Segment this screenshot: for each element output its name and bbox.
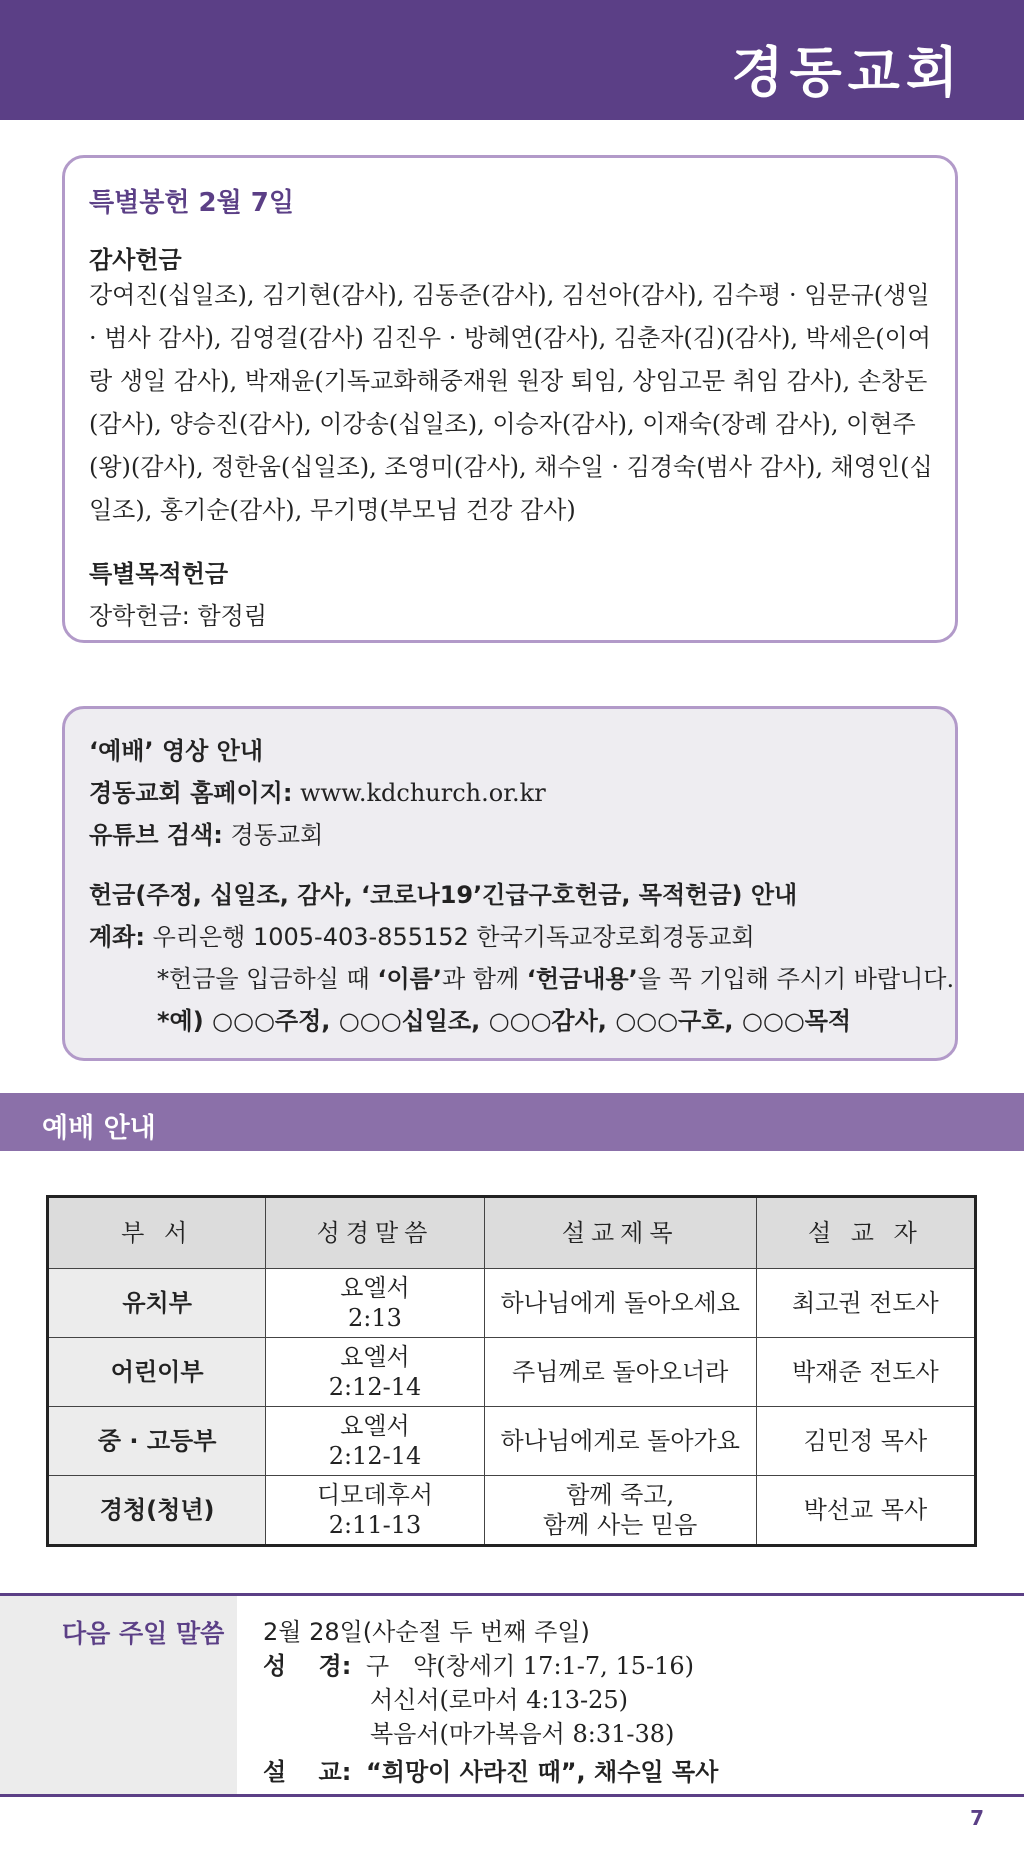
- table-row: [48, 1338, 976, 1407]
- scripture-verse: 2:11-13: [328, 1511, 422, 1539]
- youtube-value: 경동교회: [230, 821, 324, 849]
- youtube-label: 유튜브 검색:: [89, 821, 223, 849]
- sermon-value: “희망이 사라진 때”, 채수일 목사: [366, 1758, 719, 1786]
- scholarship-value: 함정림: [197, 602, 268, 630]
- next-week-label: 다음 주일 말씀: [62, 1619, 225, 1648]
- youtube-line: [89, 815, 323, 850]
- special-offering-box: [62, 155, 958, 643]
- scripture-verse: 2:13: [348, 1304, 402, 1332]
- scripture-book: 요엘서: [340, 1412, 410, 1440]
- scripture-label: 성 경:: [263, 1652, 352, 1680]
- worship-section-bar: [0, 1093, 1024, 1151]
- scholarship-label: 장학헌금:: [89, 602, 190, 630]
- epistle: 서신서(로마서 4:13-25): [370, 1686, 629, 1714]
- homepage-line: [89, 773, 546, 808]
- scripture-cell: [266, 1338, 484, 1407]
- note-text: 을 꼭 기입해 주시기 바랍니다.: [637, 965, 955, 993]
- scripture-cell: [266, 1269, 484, 1338]
- scripture-cell: [266, 1407, 484, 1476]
- note-text: 과 함께: [441, 965, 527, 993]
- thanks-list: 강여진(십일조), 김기현(감사), 김동준(감사), 김선아(감사), 김수평 · 임문규(생일 · 범사 감사), 김영걸(감사) 김진우 · 방혜연(감사), 김춘자(김)(감사), 박세은(이여랑 생일 감사), 박재윤(기독교화해중재원 원장 퇴임, 상임고문 취임 감사), 손창돈(감사), 양승진(감사), 이강송(십일조), 이승자(감사), 이재숙(장례 감사), 이현주(왕)(감사), 정한움(십일조), 조영미(감사), 채수일 · 김경숙(범사 감사), 채영인(십일조), 홍기순(감사), 무기명(부모님 건강 감사): [89, 281, 933, 524]
- next-week-label-cell: [0, 1596, 237, 1794]
- table-row: [48, 1476, 976, 1546]
- column-header: 부 서: [48, 1197, 266, 1269]
- scripture-book: 요엘서: [340, 1274, 410, 1302]
- table-row: [48, 1269, 976, 1338]
- sermon-title: 함께 죽고,: [566, 1481, 675, 1509]
- title-cell: [484, 1338, 756, 1407]
- note-text: *헌금을 입금하실 때: [157, 965, 378, 993]
- old-testament: 구 약(창세기 17:1-7, 15-16): [366, 1652, 694, 1680]
- sermon-label: 설 교:: [263, 1758, 352, 1786]
- column-header: 설교제목: [484, 1197, 756, 1269]
- page-number: 7: [970, 1806, 984, 1830]
- sermon-title: 하나님에게로 돌아가요: [500, 1427, 740, 1455]
- note-content: ‘헌금내용’: [526, 965, 638, 993]
- homepage-label: 경동교회 홈페이지:: [89, 779, 293, 807]
- scripture-verse: 2:12-14: [328, 1442, 422, 1470]
- table-row: [48, 1407, 976, 1476]
- preacher-cell: 김민정 목사: [756, 1407, 975, 1476]
- sermon-title-line2: 함께 사는 믿음: [543, 1511, 698, 1539]
- scripture-book: 디모데후서: [317, 1481, 433, 1509]
- table-header-row: [48, 1197, 976, 1269]
- account-value: 우리은행 1005-403-855152 한국기독교장로회경동교회: [152, 923, 755, 951]
- account-line: [89, 917, 755, 952]
- scripture-cell: [266, 1476, 484, 1546]
- preacher-cell: 박선교 목사: [756, 1476, 975, 1546]
- preacher-cell: 박재준 전도사: [756, 1338, 975, 1407]
- dept-cell: 경청(청년): [48, 1476, 266, 1546]
- column-header: 설 교 자: [756, 1197, 975, 1269]
- sermon-title: 하나님에게 돌아오세요: [500, 1289, 740, 1317]
- thanks-heading: 감사헌금: [89, 246, 182, 274]
- info-box: [62, 706, 958, 1061]
- donation-title: 헌금(주정, 십일조, 감사, ‘코로나19’긴급구호헌금, 목적헌금) 안내: [89, 881, 798, 909]
- title-cell: [484, 1407, 756, 1476]
- section-title: 예배 안내: [42, 1113, 156, 1144]
- next-week-date: 2월 28일(사순절 두 번째 주일): [263, 1618, 590, 1646]
- page-header: [0, 0, 1024, 120]
- next-week-section: [0, 1593, 1024, 1797]
- church-brand: 경동교회: [731, 41, 964, 104]
- account-label: 계좌:: [89, 923, 145, 951]
- homepage-url[interactable]: www.kdchurch.or.kr: [300, 779, 546, 807]
- dept-cell: 유치부: [48, 1269, 266, 1338]
- gospel: 복음서(마가복음서 8:31-38): [370, 1720, 675, 1748]
- scholarship-line: [89, 596, 267, 631]
- offering-title: 특별봉헌 2월 7일: [89, 188, 294, 218]
- preacher-cell: 최고권 전도사: [756, 1269, 975, 1338]
- sermon-title: 주님께로 돌아오너라: [512, 1358, 729, 1386]
- video-title: ‘예배’ 영상 안내: [89, 737, 264, 765]
- dept-cell: 중 · 고등부: [48, 1407, 266, 1476]
- deposit-note: [157, 959, 954, 994]
- title-cell: [484, 1269, 756, 1338]
- worship-table: [46, 1195, 977, 1547]
- scripture-book: 요엘서: [340, 1343, 410, 1371]
- scripture-verse: 2:12-14: [328, 1373, 422, 1401]
- note-name: ‘이름’: [377, 965, 442, 993]
- example-line: *예) ○○○주정, ○○○십일조, ○○○감사, ○○○구호, ○○○목적: [157, 1007, 852, 1035]
- special-heading: 특별목적헌금: [89, 560, 229, 588]
- dept-cell: 어린이부: [48, 1338, 266, 1407]
- column-header: 성경말씀: [266, 1197, 484, 1269]
- title-cell: [484, 1476, 756, 1546]
